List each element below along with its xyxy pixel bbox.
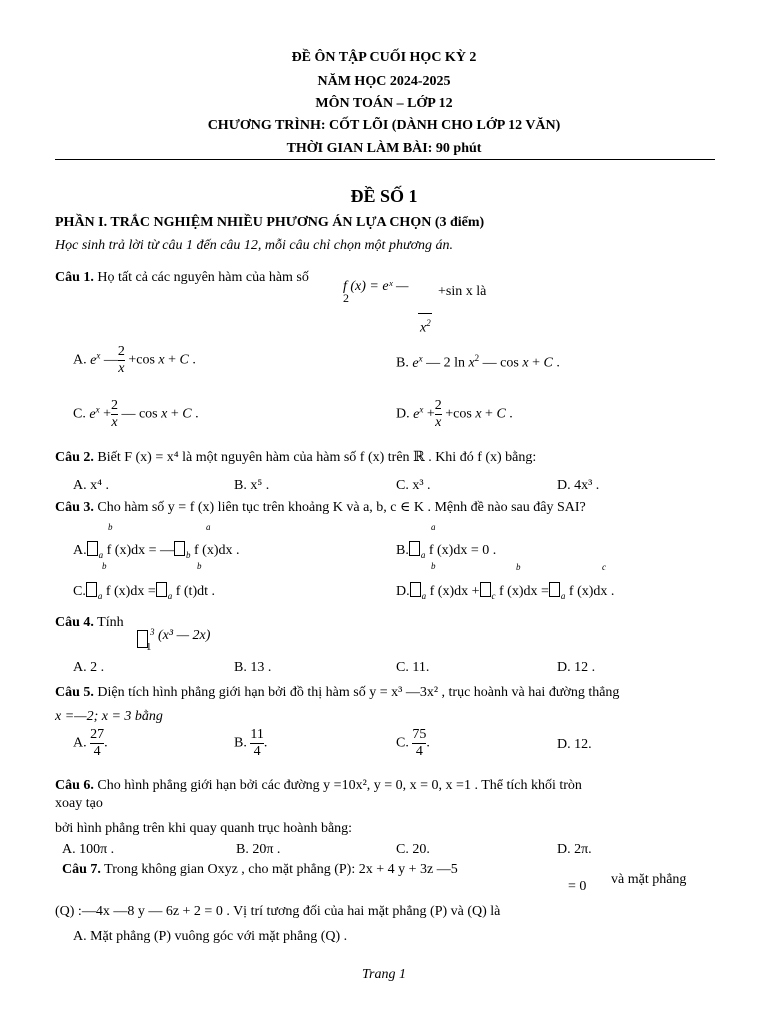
q2-option-d[interactable]: D. 4x³ . — [557, 478, 600, 493]
header-line-2: NĂM HỌC 2024-2025 — [317, 74, 451, 89]
q6-stem — [55, 778, 582, 794]
header-line-5: THỜI GIAN LÀM BÀI: 90 phút — [286, 141, 482, 156]
q6-text-3: bởi hình phẳng trên khi quay quanh trục hoành bằng: — [55, 821, 353, 836]
q6-label: Câu 6. — [55, 778, 94, 793]
header-line-4: CHƯƠNG TRÌNH: CỐT LÕI (DÀNH CHO LỚP 12 VĂN) — [207, 118, 561, 133]
q3-d-upper-limit: b — [516, 562, 521, 572]
integral-icon — [549, 582, 560, 597]
q6-option-c[interactable]: C. 20. — [396, 842, 430, 857]
q3-b-upper-limit: a — [431, 522, 436, 532]
q1-option-b[interactable]: B. $e^x$ — 2 $\ln x^2$ — cos x + C . — [396, 353, 560, 371]
q7-label: Câu 7. — [62, 862, 101, 877]
q1-tail: +sin x là — [438, 284, 487, 299]
q1-option-c[interactable]: C. $e^x$ + $\frac{2}{x}$ — cos x + C . — [73, 398, 199, 430]
header-line-3: MÔN TOÁN – LỚP 12 — [315, 96, 453, 111]
exam-title: ĐỀ SỐ 1 — [350, 186, 418, 206]
q1-text: Họ tất cả các nguyên hàm của hàm số — [97, 270, 309, 285]
q2-text: Biết F (x) = x⁴ là một nguyên hàm của hàm số f (x) trên ℝ . Khi đó f (x) bằng: — [97, 450, 537, 465]
q4-label: Câu 4. — [55, 615, 94, 630]
q7-text-2: (Q) :—4x —8 y — 6z + 2 = 0 . Vị trí tương đối của hai mặt phẳng (P) và (Q) là — [55, 904, 501, 919]
q5-label: Câu 5. — [55, 685, 94, 700]
q3-option-d[interactable]: D. $_a$ f (x)dx + $_c$ f (x)dx = $_a$ f (x)dx . — [396, 584, 615, 601]
q4-option-b[interactable]: B. 13 . — [234, 660, 272, 675]
q3-d-upper-limit-2: c — [602, 562, 606, 572]
part1-instruction: Học sinh trả lời từ câu 1 đến câu 12, mỗi câu chỉ chọn một phương án. — [55, 238, 454, 253]
q4-integrand: (x³ — 2x) — [158, 628, 211, 643]
q7-tail: và mặt phẳng — [611, 872, 687, 887]
q2-label: Câu 2. — [55, 450, 94, 465]
integral-icon — [87, 541, 98, 556]
q3-a-lower-limit: b — [102, 561, 107, 571]
q3-option-b[interactable]: B. $_a$ f (x)dx = 0 . — [396, 543, 497, 560]
q3-b-lower-limit: b — [431, 561, 436, 571]
q4-stem — [55, 615, 124, 631]
q6-option-b[interactable]: B. 20π . — [236, 842, 281, 857]
q7-equation-end: = 0 — [568, 879, 587, 894]
q3-option-c[interactable]: C. $_a$ f (x)dx = $_a$ f (t)dt . — [73, 584, 215, 601]
q4-option-a[interactable]: A. 2 . — [73, 660, 105, 675]
q1-numerator: 2 — [343, 291, 349, 305]
q7-option-a[interactable]: A. Mặt phẳng (P) vuông góc với mặt phẳng (Q) . — [73, 929, 348, 944]
q3-a-upper-limit: b — [108, 522, 113, 532]
q3-label: Câu 3. — [55, 500, 94, 515]
q4-option-d[interactable]: D. 12 . — [557, 660, 596, 675]
integral-icon — [409, 541, 420, 556]
q1-function: f (x) = eˣ — — [343, 279, 409, 294]
q5-a-numerator: 27 — [90, 727, 105, 742]
q4-option-c[interactable]: C. 11. — [396, 660, 430, 675]
integral-icon — [156, 582, 167, 597]
q6-option-a[interactable]: A. 100π . — [62, 842, 115, 857]
q7-stem — [62, 862, 458, 878]
q3-stem — [55, 499, 586, 516]
q4-upper-limit: 3 — [150, 627, 155, 637]
q3-a-upper-limit-2: a — [206, 522, 211, 532]
q2-stem — [55, 449, 536, 466]
q2-option-a[interactable]: A. x⁴ . — [73, 478, 109, 493]
q5-option-c[interactable]: C. $\frac{75}{4}$ . — [396, 727, 430, 759]
q5-a-denominator: 4 — [90, 743, 104, 760]
q6-text-2: xoay tạo — [55, 796, 103, 811]
q1-fraction-bar — [418, 313, 432, 314]
q5-c-numerator: 75 — [412, 727, 427, 742]
q5-text: Diện tích hình phẳng giới hạn bởi đồ thị hàm số y = x³ —3x² , trục hoành và hai đường thẳng — [97, 685, 620, 700]
q5-b-denominator: 4 — [250, 743, 263, 760]
integral-icon — [410, 582, 421, 597]
q6-option-d[interactable]: D. 2π. — [557, 842, 592, 857]
q2-option-c[interactable]: C. x³ . — [396, 478, 431, 493]
q4-lower-limit: 1 — [146, 641, 152, 653]
q6-text: Cho hình phẳng giới hạn bởi các đường y =10x², y = 0, x = 0, x =1 . Thể tích khối tròn — [97, 778, 582, 793]
q5-c-denominator: 4 — [412, 743, 426, 760]
part1-title: PHẦN I. TRẮC NGHIỆM NHIỀU PHƯƠNG ÁN LỰA CHỌN (3 điểm) — [55, 215, 485, 230]
q7-text: Trong không gian Oxyz , cho mặt phẳng (P): 2x + 4 y + 3z —5 — [104, 862, 458, 877]
q3-option-a[interactable]: A. $_a$ f (x)dx = — $_b$ f (x)dx . — [73, 543, 240, 560]
header-divider — [55, 159, 715, 160]
q1-denominator: $x^2$ — [420, 318, 431, 336]
integral-icon — [174, 541, 185, 556]
q3-a-lower-limit-2: b — [197, 561, 202, 571]
q2-option-b[interactable]: B. x⁵ . — [234, 478, 270, 493]
q5-option-b[interactable]: B. $\frac{11}{4}$ . — [234, 727, 268, 759]
header-line-1: ĐỀ ÔN TẬP CUỐI HỌC KỲ 2 — [291, 50, 477, 65]
q5-b-numerator: 11 — [250, 727, 264, 742]
q1-option-a[interactable]: A. $e^x$ — $\frac{2}{x}$ +cos x + C . — [73, 344, 196, 376]
q5-option-d[interactable]: D. 12. — [557, 737, 592, 752]
q1-option-d[interactable]: D. $e^x$ + $\frac{2}{x}$ +cos x + C . — [396, 398, 513, 430]
q3-text: Cho hàm số y = f (x) liên tục trên khoảng K và a, b, c ∈ K . Mệnh đề nào sau đây SAI? — [97, 500, 586, 515]
q5-stem — [55, 685, 619, 701]
q5-option-a[interactable]: A. $\frac{27}{4}$ . — [73, 727, 108, 759]
q1-stem — [55, 270, 309, 286]
q4-text: Tính — [97, 615, 124, 630]
page-footer: Trang 1 — [362, 967, 406, 982]
integral-icon — [480, 582, 491, 597]
q1-label: Câu 1. — [55, 270, 94, 285]
integral-icon — [86, 582, 97, 597]
q5-text-2: x =—2; x = 3 bằng — [55, 709, 163, 724]
